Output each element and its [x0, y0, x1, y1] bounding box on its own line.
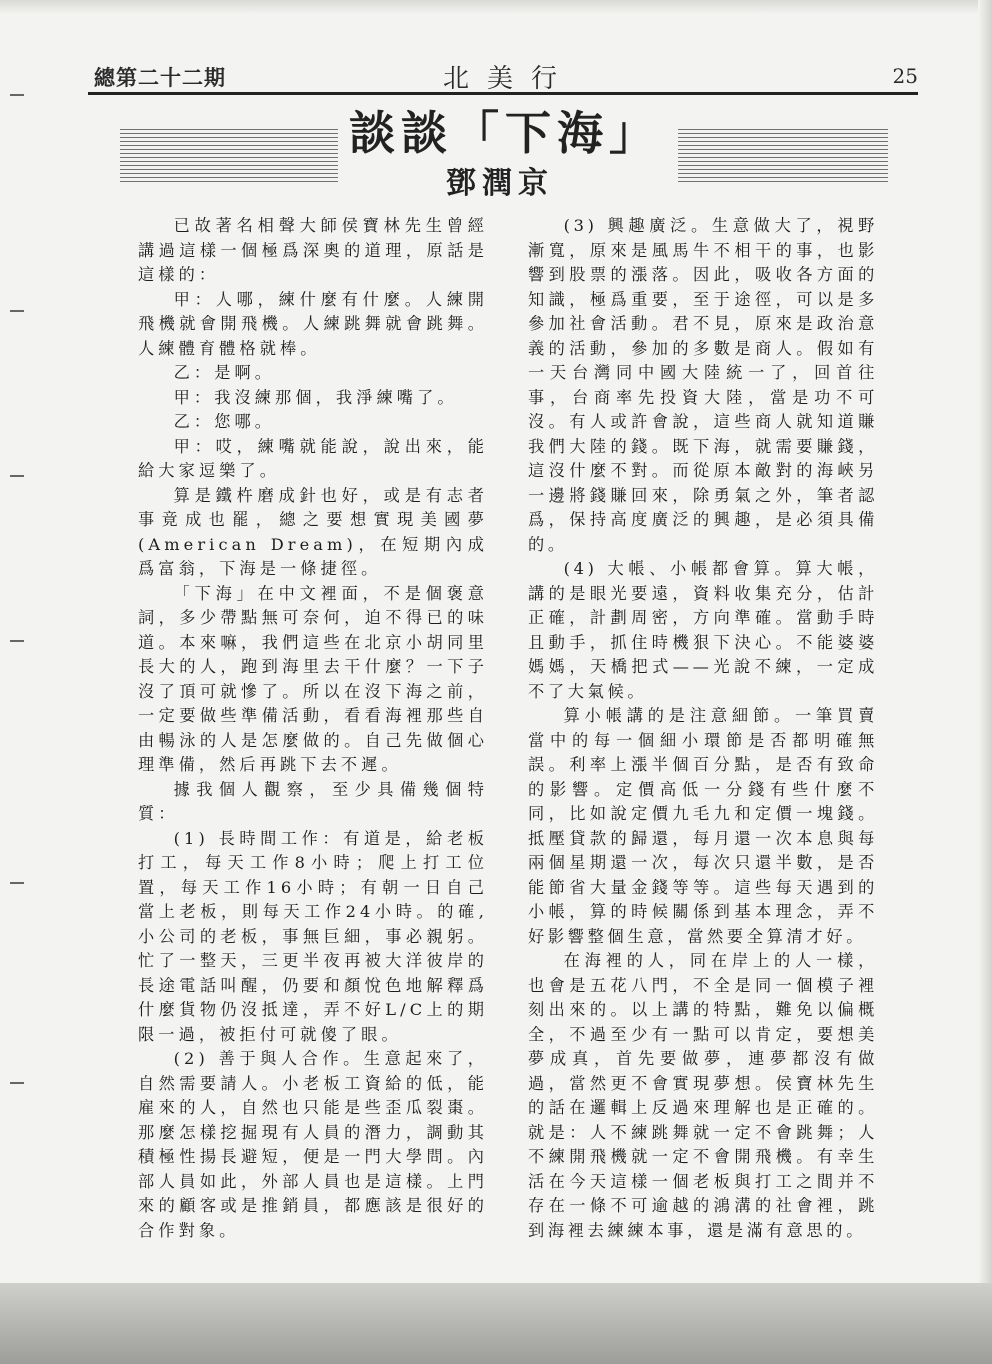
- magazine-title: 北美行: [443, 64, 576, 94]
- scan-shadow-top: [0, 0, 992, 14]
- page-number: 25: [892, 64, 918, 88]
- paragraph: 算是鐵杵磨成針也好，或是有志者事竟成也罷，總之要想實現美國夢(American Dream)，在短期內成爲富翁，下海是一條捷徑。: [138, 485, 488, 578]
- scan-shadow-right: [978, 0, 992, 1300]
- author-byline: 鄧潤京: [446, 166, 554, 201]
- paragraph: 甲：哎，練嘴就能說，說出來，能給大家逗樂了。: [138, 436, 488, 480]
- paragraph: 算小帳講的是注意細節。一筆買賣當中的每一個細小環節是否都明確無誤。利率上漲半個百分點，是否有致命的影響。定價高低一分錢有些什麼不同，比如說定價九毛九和定價一塊錢。抵壓貸款的歸還，每月還一次本息與每兩個星期還一次，每次只還半數，是否能節省大量金錢等等。這些每天遇到的小帳，算的時候關係到基本理念，弄不好影響整個生意，當然要全算清才好。: [528, 706, 878, 946]
- running-header: [88, 58, 918, 95]
- scan-shadow-bottom: [0, 1283, 992, 1364]
- paragraph: 甲：我沒練那個，我淨練嘴了。: [173, 387, 458, 407]
- issue-label: 總第二十二期: [94, 67, 226, 90]
- paragraph: 乙：您哪。: [173, 412, 276, 431]
- title-ornament-left: [120, 129, 338, 183]
- article-title: 談談「下海」: [349, 106, 661, 160]
- paragraph: (1) 長時間工作：有道是，給老板打工，每天工作8小時；爬上打工位置，每天工作16小時；有朝一日自己當上老板，則每天工作24小時。的確,小公司的老板，事無巨細，事必親躬。忙了一整天，三更半夜再被大洋彼岸的長途電話叫醒，仍要和顏悅色地解釋爲什麼貨物仍沒抵達，弄不好L/C上的期限一過，被拒付可就傻了眼。: [138, 828, 488, 1044]
- paragraph: 已故著名相聲大師侯寶林先生曾經講過這樣一個極爲深奧的道理，原話是這樣的：: [138, 216, 488, 284]
- left-column: [138, 214, 488, 1243]
- paragraph: 在海裡的人，同在岸上的人一樣，也會是五花八門，不全是同一個模子裡刻出來的。以上講的特點，難免以偏概全，不過至少有一點可以肯定，要想美夢成真，首先要做夢，連夢都沒有做過，當然更不會實現夢想。侯寶林先生的話在邏輯上反過來理解也是正確的。就是：人不練跳舞就一定不會跳舞；人不練開飛機就一定不會開飛機。有幸生活在今天這樣一個老板與打工之間并不存在一條不可逾越的鴻溝的社會裡，跳到海裡去練練本事，還是滿有意思的。: [528, 951, 878, 1240]
- paragraph: (2) 善于與人合作。生意起來了，自然需要請人。小老板工資給的低，能雇來的人，自然也只能是些歪瓜裂棗。那麼怎樣挖掘現有人員的潛力，調動其積極性揚長避短，便是一門大學問。內部人員如此，外部人員也是這樣。上門來的顧客或是推銷員，都應該是很好的合作對象。: [138, 1049, 488, 1240]
- paragraph: 據我個人觀察，至少具備幾個特質：: [138, 779, 488, 823]
- paragraph: 「下海」在中文裡面，不是個褒意詞，多少帶點無可奈何，迫不得已的味道。本來嘛，我們這些在北京小胡同里長大的人，跑到海里去干什麼？一下子沒了頂可就慘了。所以在沒下海之前，一定要做些準備活動，看看海裡那些自由暢泳的人是怎麼做的。自己先做個心理準備，然后再跳下去不遲。: [138, 583, 488, 774]
- paragraph: (4) 大帳、小帳都會算。算大帳，講的是眼光要遠，資料收集充分，估計正確，計劃周密，方向準確。當動手時且動手，抓住時機狠下決心。不能婆婆媽媽，天橋把式——光說不練，一定成不了大氣候。: [528, 559, 878, 701]
- paragraph: 乙：是啊。: [173, 363, 276, 382]
- right-column: [528, 214, 878, 1243]
- title-ornament-right: [678, 129, 888, 183]
- paragraph: (3) 興趣廣泛。生意做大了，視野漸寬，原來是風馬牛不相干的事，也影響到股票的漲落。因此，吸收各方面的知識，極爲重要，至于途徑，可以是多參加社會活動。君不見，原來是政治意義的活動，參加的多數是商人。假如有一天台灣同中國大陸統一了，回首往事，台商率先投資大陸，當是功不可沒。有人或許會說，這些商人就知道賺我們大陸的錢。既下海，就需要賺錢，這沒什麼不對。而從原本敵對的海峽另一邊將錢賺回來，除勇氣之外，筆者認爲，保持高度廣泛的興趣，是必須具備的。: [528, 216, 878, 554]
- paragraph: 甲：人哪，練什麼有什麼。人練開飛機就會開飛機。人練跳舞就會跳舞。人練體育體格就棒。: [138, 289, 488, 358]
